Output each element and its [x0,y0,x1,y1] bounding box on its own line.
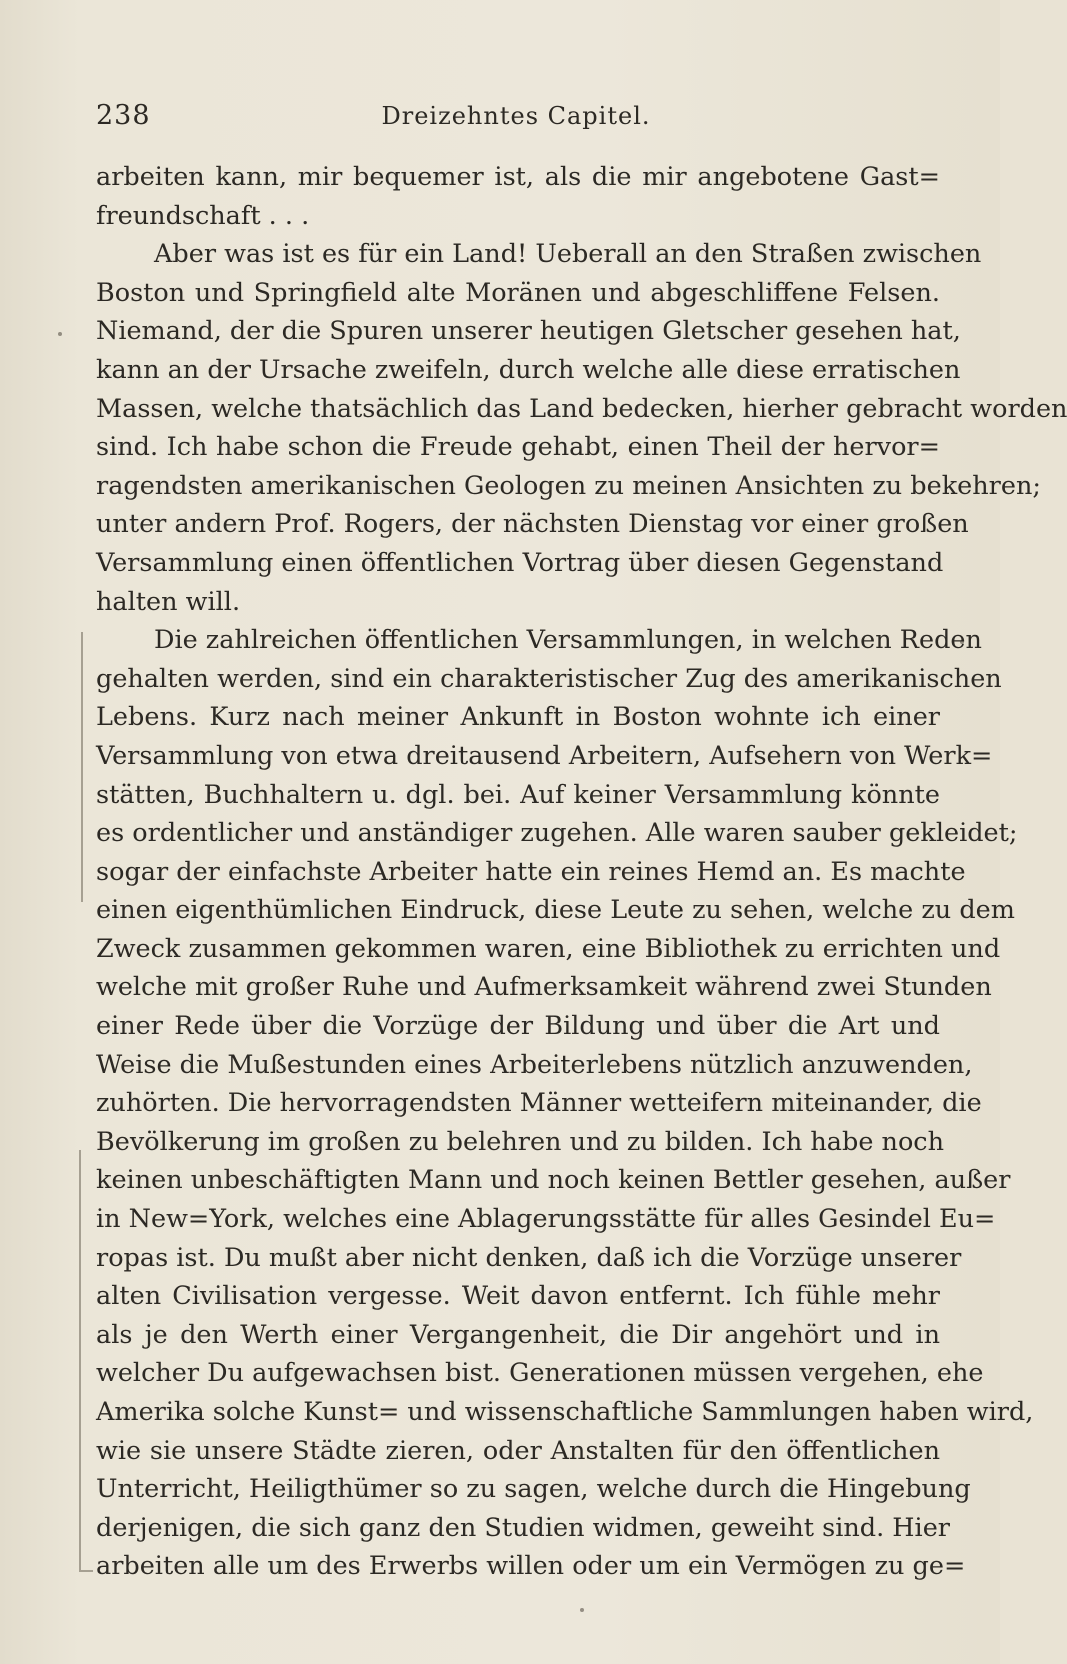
text-line: einen eigenthümlichen Eindruck, diese Leute zu sehen, welche zu dem [96,895,1015,926]
text-line: als je den Werth einer Vergangenheit, die Dir angehört und in [96,1319,940,1350]
text-line: kann an der Ursache zweifeln, durch welche alle diese erratischen [96,354,961,385]
text-line: Aber was ist es für ein Land! Ueberall an den Straßen zwischen [154,239,982,270]
text-line: keinen unbeschäftigten Mann und noch keinen Bettler gesehen, außer [96,1165,1011,1196]
text-line: welcher Du aufgewachsen bist. Generationen müssen vergehen, ehe [96,1358,984,1389]
text-line: Boston und Springfield alte Moränen und abgeschliffene Felsen. [96,277,940,308]
text-line: Lebens. Kurz nach meiner Ankunft in Boston wohnte ich einer [96,702,940,733]
text-line: Massen, welche thatsächlich das Land bedecken, hierher gebracht worden [96,393,1067,424]
text-line: freundschaft . . . [96,200,310,231]
text-line: Zweck zusammen gekommen waren, eine Bibliothek zu errichten und [96,933,1001,964]
text-line: Amerika solche Kunst= und wissenschaftliche Sammlungen haben wird, [96,1397,1034,1427]
text-line: zuhörten. Die hervorragendsten Männer wetteifern miteinander, die [96,1088,982,1119]
text-line: welche mit großer Ruhe und Aufmerksamkeit während zwei Stunden [96,972,992,1003]
text-line: ragendsten amerikanischen Geologen zu meinen Ansichten zu bekehren; [96,470,1041,501]
text-line: sogar der einfachste Arbeiter hatte ein reines Hemd an. Es machte [96,856,966,887]
margin-pencil-mark [81,632,83,902]
paper-speck [580,1608,584,1612]
text-line: Die zahlreichen öffentlichen Versammlungen, in welchen Reden [154,625,982,656]
text-line: Versammlung einen öffentlichen Vortrag über diesen Gegenstand [96,547,944,578]
text-line: Niemand, der die Spuren unserer heutigen Gletscher gesehen hat, [96,316,961,347]
text-line: stätten, Buchhaltern u. dgl. bei. Auf keiner Versammlung könnte [96,779,940,810]
margin-pencil-mark [79,1570,93,1572]
text-line: derjenigen, die sich ganz den Studien widmen, geweiht sind. Hier [96,1512,950,1543]
text-line: Unterricht, Heiligthümer so zu sagen, welche durch die Hingebung [96,1474,971,1505]
text-line: einer Rede über die Vorzüge der Bildung und über die Art und [96,1011,940,1042]
text-line: wie sie unsere Städte zieren, oder Anstalten für den öffentlichen [96,1435,940,1466]
text-line: in New=York, welches eine Ablagerungsstätte für alles Gesindel Eu= [96,1204,996,1235]
page-header [96,100,936,140]
text-line: alten Civilisation vergesse. Weit davon entfernt. Ich fühle mehr [96,1281,940,1312]
text-line: Versammlung von etwa dreitausend Arbeitern, Aufsehern von Werk= [96,740,993,771]
text-line: ropas ist. Du mußt aber nicht denken, daß ich die Vorzüge unserer [96,1242,962,1273]
body-text [96,158,1067,1586]
text-line: sind. Ich habe schon die Freude gehabt, einen Theil der hervor= [96,432,940,463]
text-line: unter andern Prof. Rogers, der nächsten Dienstag vor einer großen [96,509,969,540]
margin-pencil-mark [79,1150,81,1570]
page-number: 238 [96,100,151,131]
text-line: Bevölkerung im großen zu belehren und zu bilden. Ich habe noch [96,1126,944,1157]
running-head: Dreizehntes Capitel. [381,102,651,130]
text-line: arbeiten kann, mir bequemer ist, als die mir angebotene Gast= [96,162,940,192]
text-line: Weise die Mußestunden eines Arbeiterlebens nützlich anzuwenden, [96,1049,973,1080]
paper-speck [58,332,62,336]
text-line: gehalten werden, sind ein charakteristischer Zug des amerikanischen [96,663,1002,694]
text-line: halten will. [96,586,241,617]
text-line: arbeiten alle um des Erwerbs willen oder um ein Vermögen zu ge= [96,1551,966,1582]
text-line: es ordentlicher und anständiger zugehen. Alle waren sauber gekleidet; [96,818,1018,849]
